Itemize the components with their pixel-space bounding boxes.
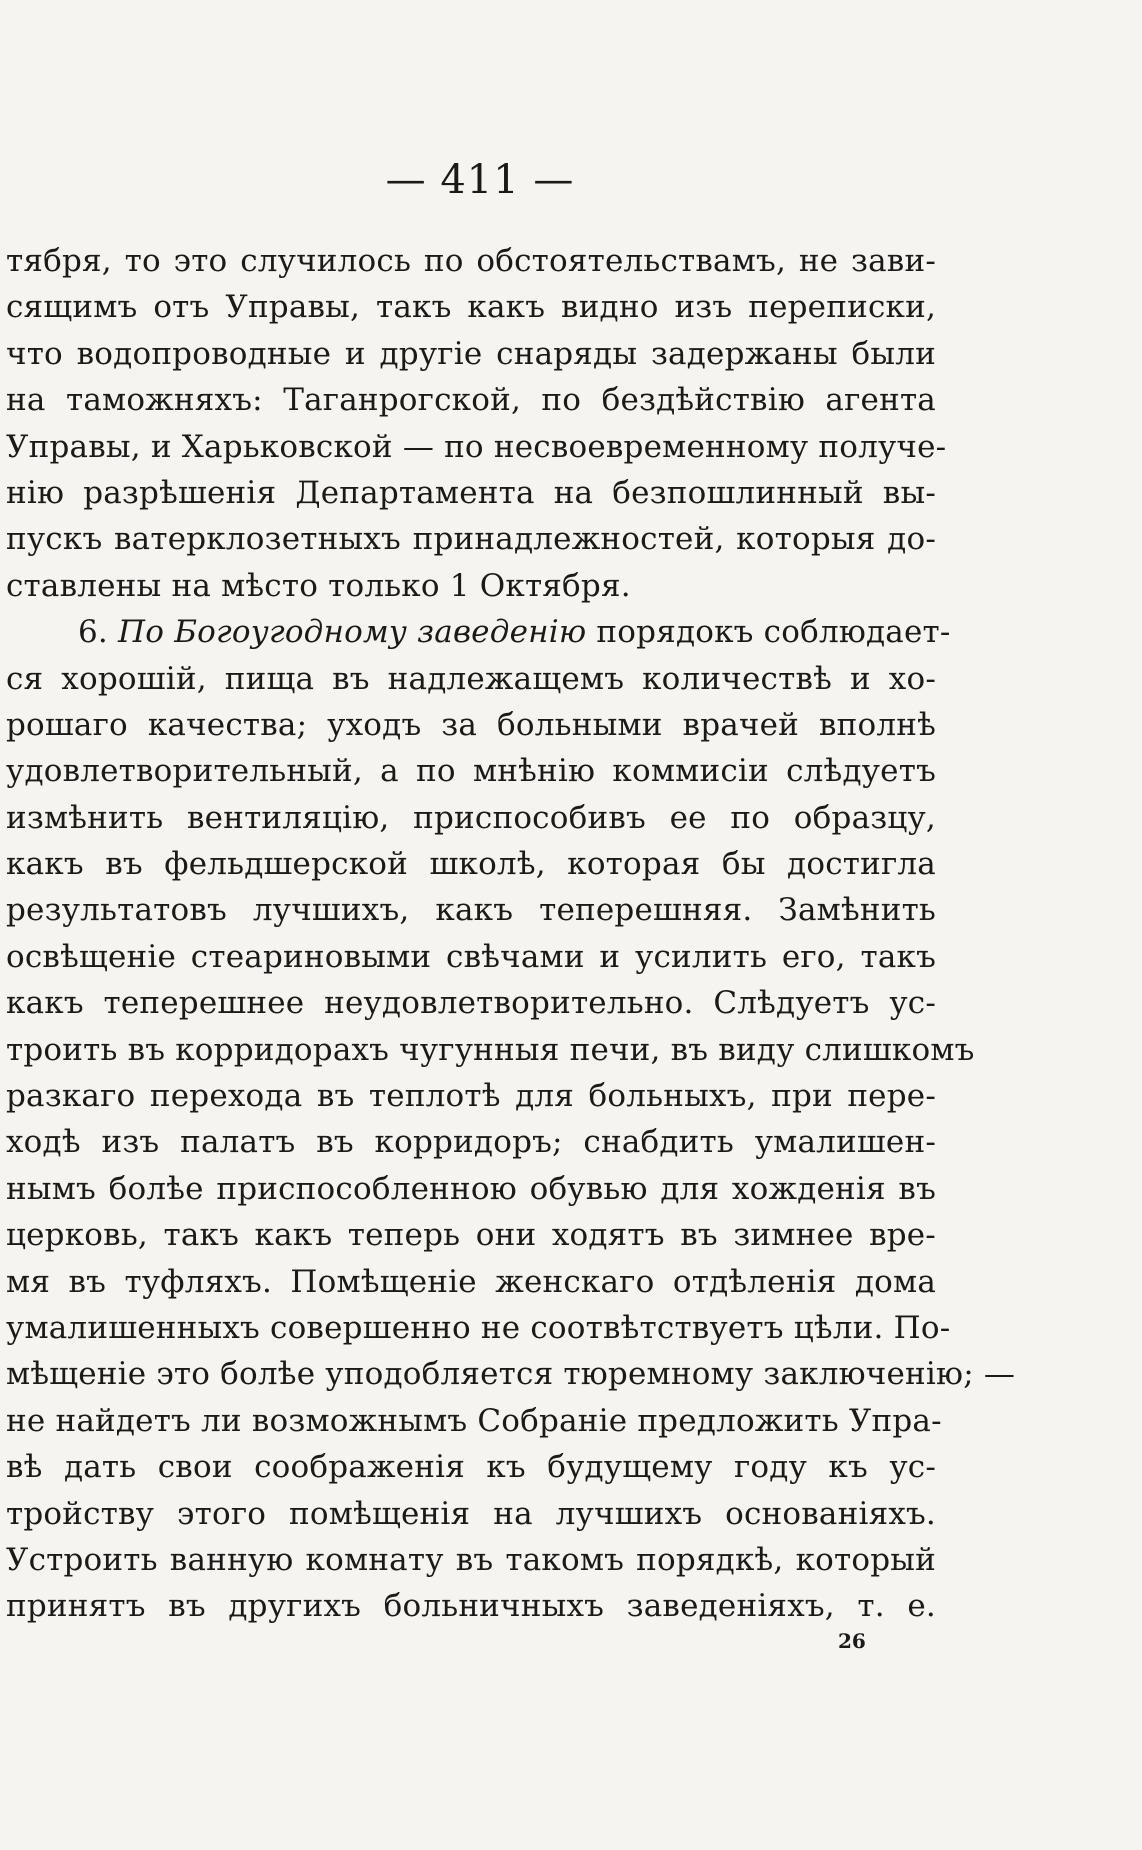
- paragraph-heading: По Богоугодному заведенію: [118, 614, 587, 651]
- paragraph-number: 6.: [78, 614, 108, 651]
- text-line: вѣ дать свои соображенія къ будущему году къ ус-: [6, 1449, 936, 1486]
- text-line: сящимъ отъ Управы, такъ какъ видно изъ переписки,: [6, 289, 936, 326]
- paragraph-continuation: [6, 238, 947, 609]
- text-line: тября, то это случилось по обстоятельствамъ, не зави-: [6, 243, 936, 279]
- text-line: нію разрѣшенія Департамента на безпошлинный вы-: [6, 474, 936, 511]
- text-line: принятъ въ другихъ больничныхъ заведеніяхъ, т. е.: [6, 1588, 936, 1625]
- text-line: какъ въ фельдшерской школѣ, которая бы достигла: [6, 846, 936, 883]
- text-line: освѣщеніе стеариновыми свѣчами и усилить его, такъ: [6, 938, 936, 975]
- text-line: ходѣ изъ палатъ въ корридоръ; снабдить умалишен-: [6, 1124, 936, 1161]
- text-line: пускъ ватерклозетныхъ принадлежностей, которыя до-: [6, 521, 936, 558]
- text-line: результатовъ лучшихъ, какъ теперешняя. Замѣнить: [6, 892, 936, 929]
- text-line: нымъ болѣе приспособленною обувью для хожденія въ: [6, 1170, 936, 1207]
- text-line: мѣщеніе это болѣе уподобляется тюремному заключенію; —: [6, 1356, 1016, 1393]
- text-line: какъ теперешнее неудовлетворительно. Слѣдуетъ ус-: [6, 985, 936, 1022]
- signature-mark: 26: [838, 1629, 866, 1653]
- text-line: ставлены на мѣсто только 1 Октября.: [6, 567, 631, 604]
- paragraph-first-line: [6, 609, 951, 655]
- text-line: Устроить ванную комнату въ такомъ порядкѣ, который: [6, 1541, 936, 1578]
- text-line: порядокъ соблюдает-: [596, 614, 951, 651]
- text-line: мя въ туфляхъ. Помѣщеніе женскаго отдѣленія дома: [6, 1263, 936, 1300]
- text-line: умалишенныхъ совершенно не соотвѣтствуетъ цѣли. По-: [6, 1309, 951, 1346]
- text-line: рошаго качества; уходъ за больными врачей вполнѣ: [6, 706, 936, 743]
- text-line: что водопроводные и другіе снаряды задержаны были: [6, 335, 936, 372]
- page-number: — 411 —: [385, 157, 575, 203]
- text-line: троить въ корридорахъ чугунныя печи, въ виду слишкомъ: [6, 1031, 975, 1068]
- body-text: [6, 238, 1016, 1630]
- text-line: удовлетворительный, а по мнѣнію коммисіи слѣдуетъ: [6, 753, 936, 790]
- text-line: измѣнить вентиляцію, приспособивъ ее по образцу,: [6, 799, 936, 836]
- text-line: не найдетъ ли возможнымъ Собраніе предложить Упра-: [6, 1402, 942, 1439]
- text-line: церковь, такъ какъ теперь они ходятъ въ зимнее вре-: [6, 1217, 936, 1254]
- text-line: на таможняхъ: Таганрогской, по бездѣйствію агента: [6, 382, 936, 419]
- text-line: тройству этого помѣщенія на лучшихъ основаніяхъ.: [6, 1495, 936, 1532]
- text-line: Управы, и Харьковской — по несвоевременному получе-: [6, 428, 947, 465]
- paragraph-6: [6, 609, 1016, 1630]
- text-line: ся хорошій, пища въ надлежащемъ количествѣ и хо-: [6, 660, 936, 697]
- text-line: разкаго перехода въ теплотѣ для больныхъ, при пере-: [6, 1078, 936, 1115]
